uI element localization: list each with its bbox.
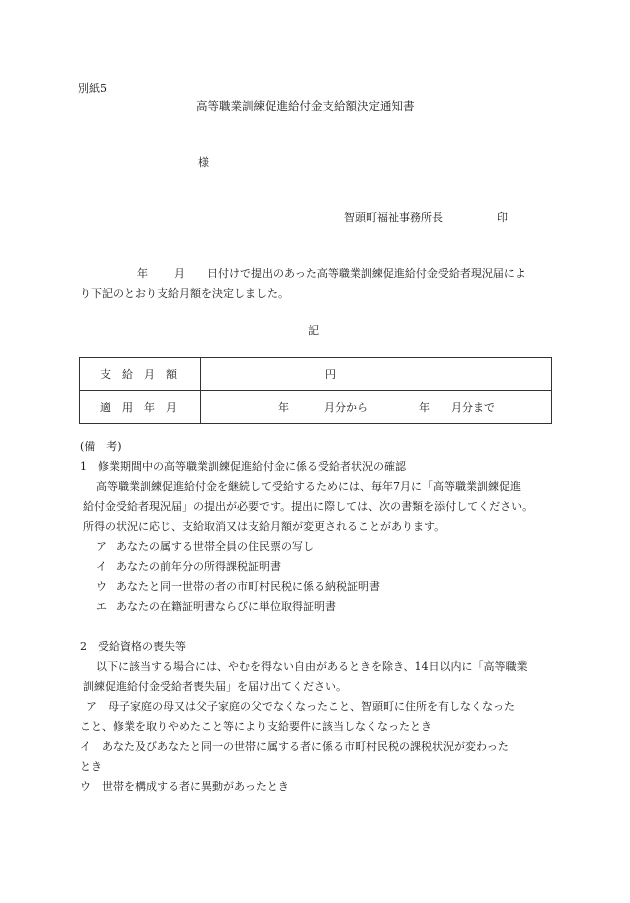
annex-label: 別紙5: [78, 82, 107, 95]
list-item: ウ 世帯を構成する者に異動があったとき: [80, 780, 289, 793]
ki-mark: 記: [308, 324, 319, 337]
amount-value-cell: [201, 358, 552, 391]
list-item: とき: [80, 760, 102, 773]
period-from: 月分から: [324, 401, 368, 414]
period-label-cell: [80, 391, 201, 424]
table-row-amount: [80, 358, 552, 391]
intro-text-line1: 日付けで提出のあった高等職業訓練促進給付金受給者現況届によ: [207, 267, 526, 280]
list-item: エ あなたの在籍証明書ならびに単位取得証明書: [96, 600, 336, 613]
section2-line: 訓練促進給付金受給者喪失届」を届け出てください。: [83, 680, 347, 693]
section1-line: 所得の状況に応じ、支給取消又は支給月額が変更されることがあります。: [83, 520, 446, 533]
section1-line: 高等職業訓練促進給付金を継続して受給するためには、毎年7月に「高等職業訓練促進: [96, 480, 521, 493]
table-row-period: [80, 391, 552, 424]
sender-name: 智頭町福祉事務所長: [344, 211, 443, 224]
list-item: こと、修業を取りやめたこと等により支給要件に該当しなくなったとき: [80, 720, 432, 733]
list-item: ア 母子家庭の母又は父子家庭の父でなくなったこと、智頭町に住所を有しなくなった: [86, 700, 515, 713]
addressee-suffix: 様: [198, 156, 209, 169]
seal-mark: 印: [497, 211, 508, 224]
section2-heading: 2 受給資格の喪失等: [80, 640, 186, 653]
section2-line: 以下に該当する場合には、やむを得ない自由があるときを除き、14日以内に「高等職業: [96, 660, 528, 673]
period-year-a: 年: [278, 401, 289, 414]
list-item: イ あなた及びあなたと同一の世帯に属する者に係る市町村民税の課税状況が変わった: [80, 740, 509, 753]
list-item: ア あなたの属する世帯全員の住民票の写し: [96, 540, 314, 553]
section1-heading: 1 修業期間中の高等職業訓練促進給付金に係る受給者状況の確認: [80, 460, 406, 473]
amount-table: [79, 357, 552, 424]
period-value-cell: [201, 391, 552, 424]
intro-text-line2: り下記のとおり支給月額を決定しました。: [80, 287, 289, 300]
section1-line: 給付金受給者現況届」の提出が必要です。提出に際しては、次の書類を添付してください。: [83, 500, 534, 513]
list-item: イ あなたの前年分の所得課税証明書: [96, 560, 281, 573]
period-year-b: 年: [419, 401, 430, 414]
list-item: ウ あなたと同一世帯の者の市町村民税に係る納税証明書: [96, 580, 380, 593]
amount-label-cell: [80, 358, 201, 391]
intro-year-unit: 年: [137, 267, 148, 280]
remarks-title: (備 考): [80, 440, 122, 453]
amount-label: 支 給 月 額: [100, 368, 177, 381]
period-to: 月分まで: [451, 401, 495, 414]
amount-unit: 円: [325, 368, 336, 381]
intro-month-unit: 月: [174, 267, 185, 280]
document-title: 高等職業訓練促進給付金支給額決定通知書: [196, 99, 415, 113]
period-label: 適 用 年 月: [100, 401, 177, 414]
